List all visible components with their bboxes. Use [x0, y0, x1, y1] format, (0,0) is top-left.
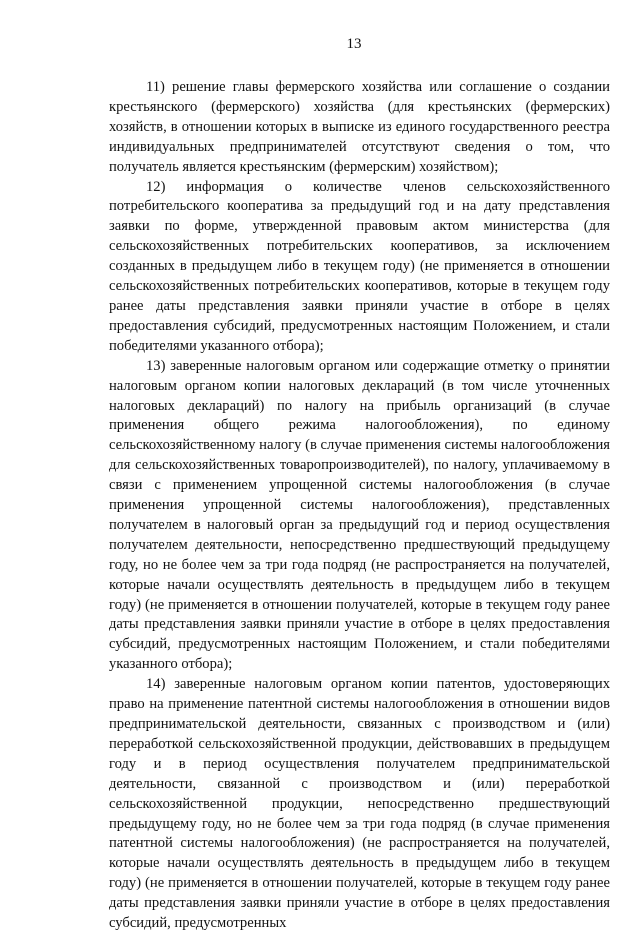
paragraph-item-11: 11) решение главы фермерского хозяйства или соглашение о создании крестьянского (фермерского) хозяйства (для крестьянских (фермерских) хозяйств, в отношении которых в выписке из единого государственного реестра индивидуальных предпринимателей отсутствуют сведения о том, что получатель является крестьянским (фермерским) хозяйством); [109, 79, 610, 175]
document-body [109, 78, 610, 934]
page-number: 13 [346, 36, 362, 52]
paragraph-item-14: 14) заверенные налоговым органом копии патентов, удостоверяющих право на применение патентной системы налогообложения в отношении видов предпринимательской деятельности, связанных с производством и (или) переработкой сельскохозяйственной продукции, действовавших в предыдущем году и в период осуществления получателем предпринимательской деятельности, связанной с производством и (или) переработкой сельскохозяйственной продукции, непосредственно предшествующий предыдущему году, но не более чем за три года подряд (в случае применения патентной системы налогообложения) (не распространяется на получателей, которые начали осуществлять деятельность в предыдущем либо в текущем году) (не применяется в отношении получателей, которые в текущем году ранее даты представления заявки приняли участие в отборе в целях предоставления субсидий, предусмотренных [109, 676, 610, 932]
paragraph-item-12: 12) информация о количестве членов сельскохозяйственного потребительского кооператива за предыдущий год и на дату представления заявки по форме, утвержденной правовым актом министерства (для сельскохозяйственных потребительских кооперативов, за исключением созданных в предыдущем либо в текущем году) (не применяется в отношении сельскохозяйственных потребительских кооперативов, которые в текущем году ранее даты представления заявки приняли участие в отборе в целях предоставления субсидий, предусмотренных настоящим Положением, и стали победителями указанного отбора); [109, 178, 610, 354]
paragraph-item-13: 13) заверенные налоговым органом или содержащие отметку о принятии налоговым органом копии налоговых деклараций (в том числе уточненных налоговых деклараций) по налогу на прибыль организаций (в случае применения общего режима налогообложения), по единому сельскохозяйственному налогу (в случае применения системы налогообложения для сельскохозяйственных товаропроизводителей), по налогу, уплачиваемому в связи с применением упрощенной системы налогообложения (в случае применения упрощенной системы налогообложения), представленных получателем в налоговый орган за предыдущий год и период осуществления получателем деятельности, непосредственно предшествующий предыдущему году, но не более чем за три года подряд (не распространяется на получателей, которые начали осуществлять деятельность в предыдущем либо в текущем году) (не применяется в отношении получателей, которые в текущем году ранее даты представления заявки приняли участие в отборе в целях предоставления субсидий, предусмотренных настоящим Положением, и стали победителями указанного отбора); [109, 357, 610, 673]
